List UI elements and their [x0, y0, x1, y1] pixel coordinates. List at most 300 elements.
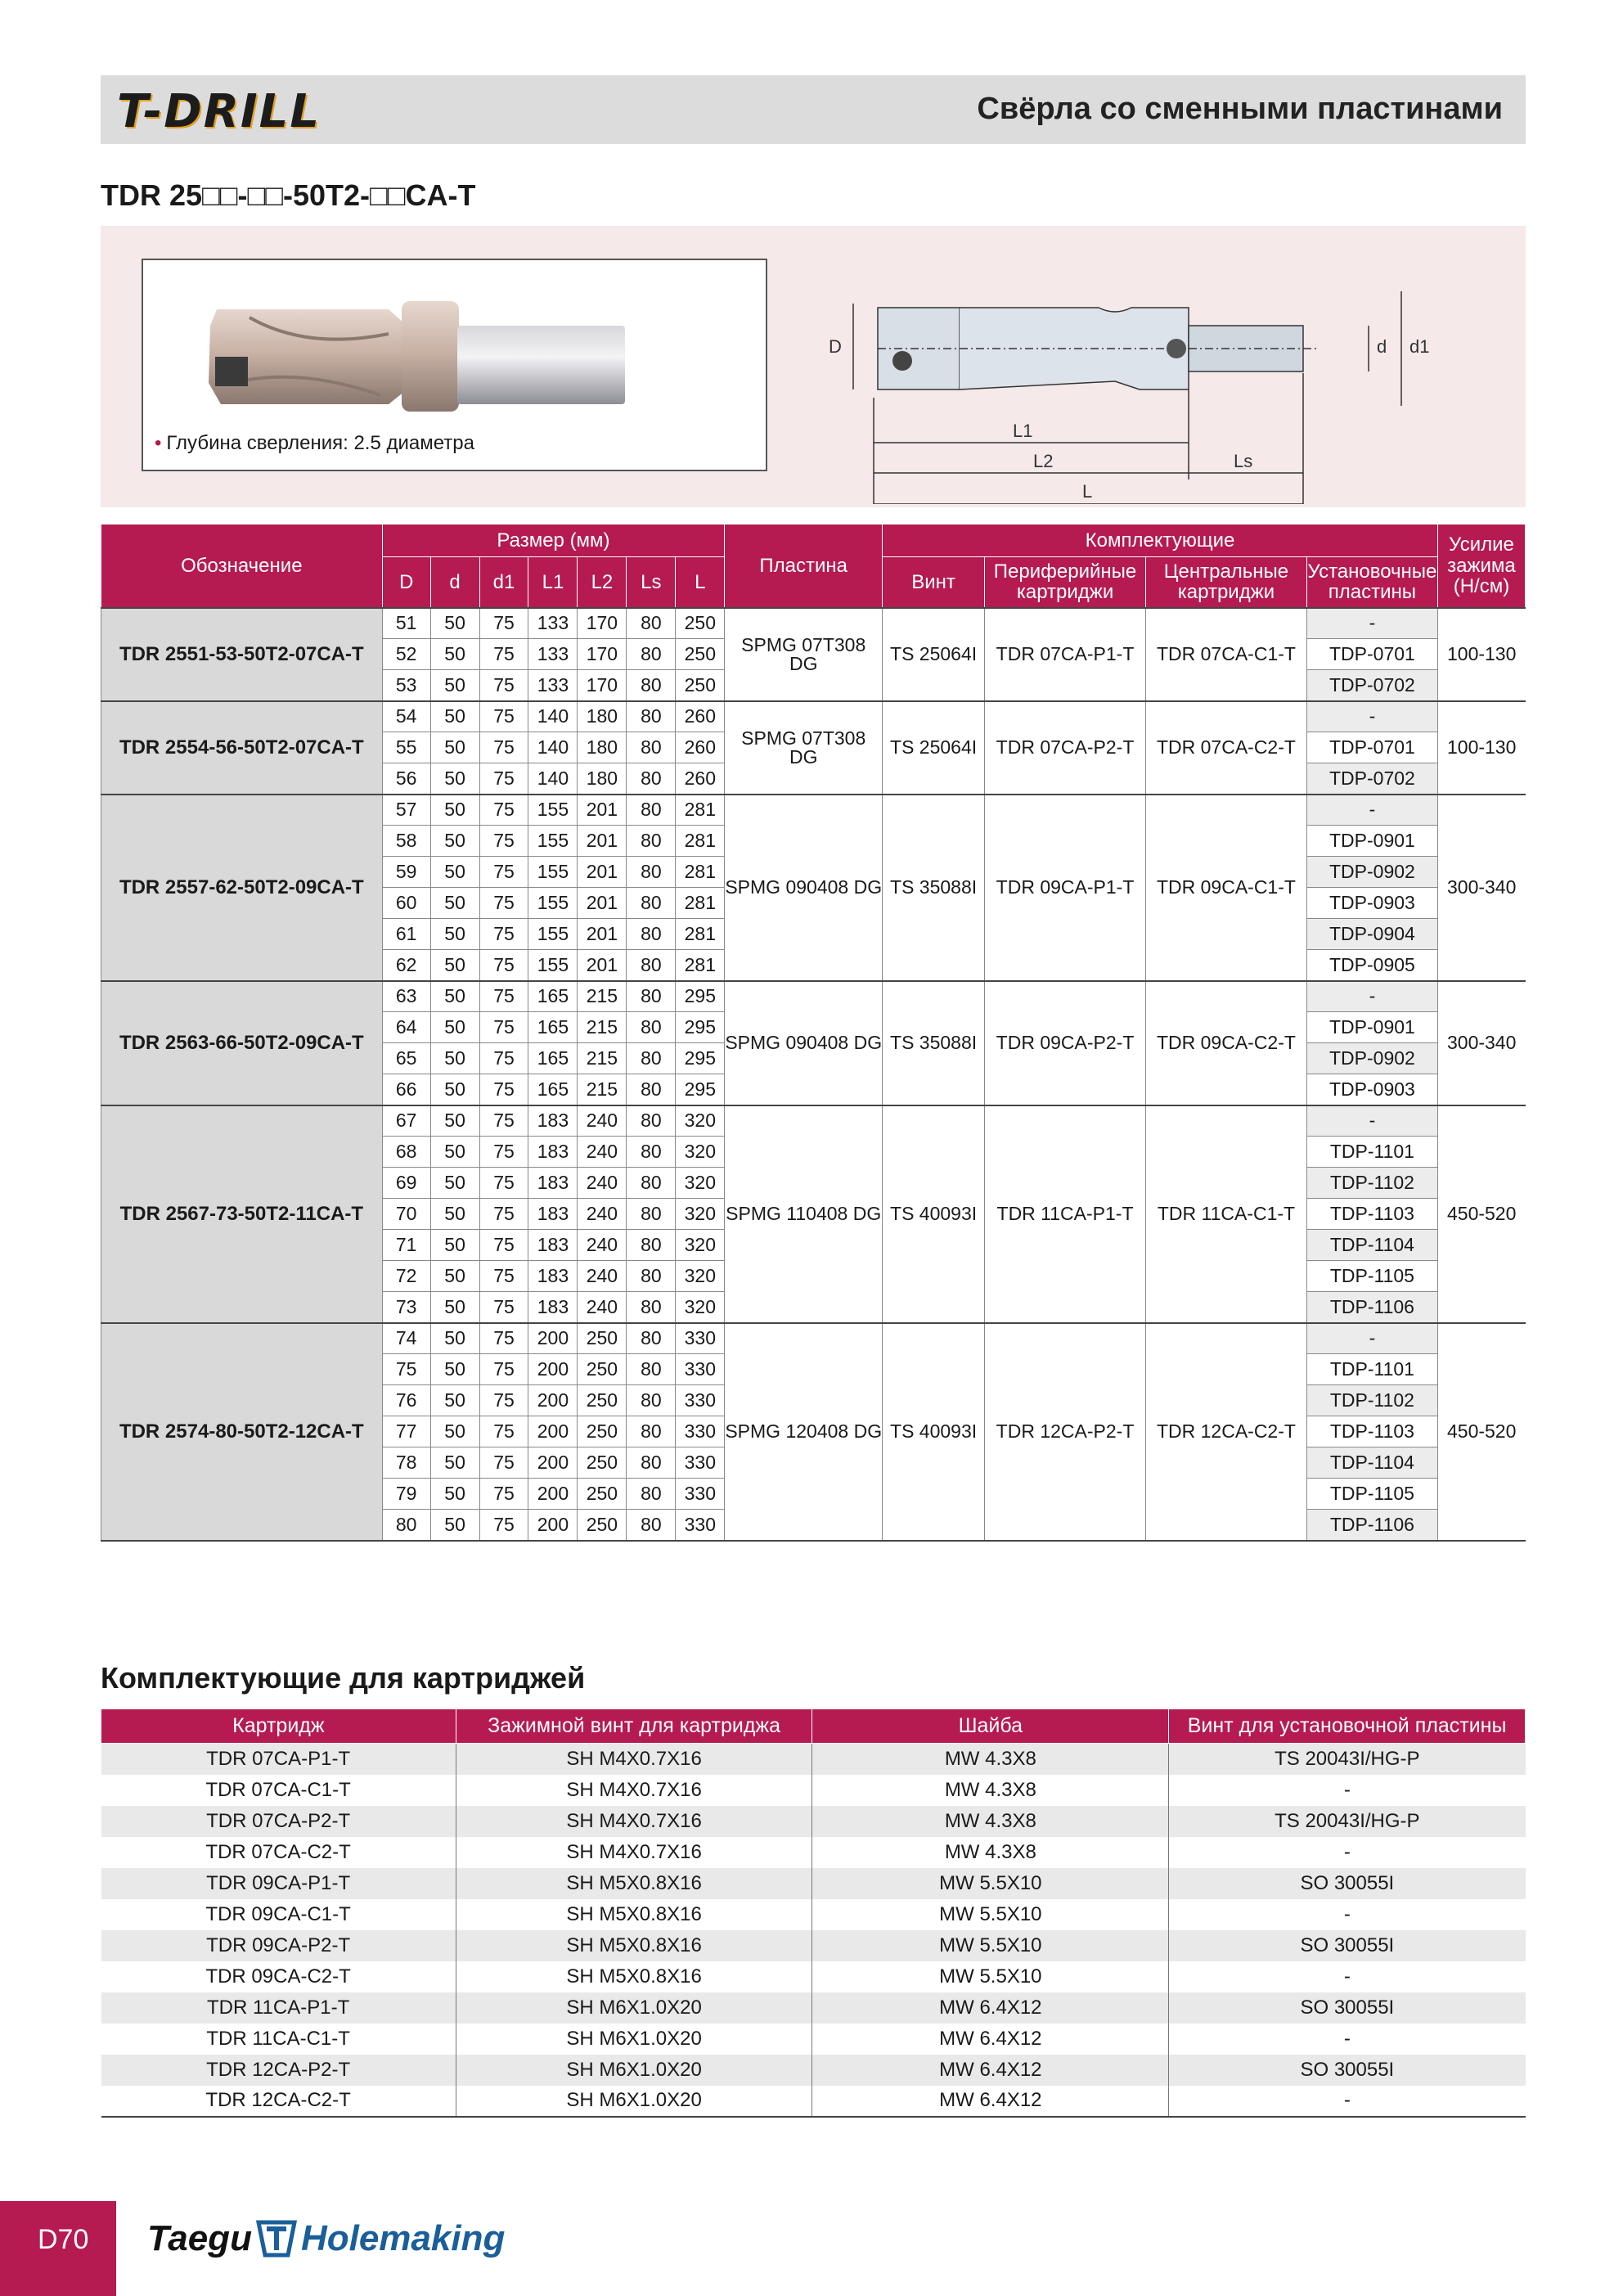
acc-row	[101, 1744, 1526, 1775]
brand-emblem-icon	[255, 2217, 298, 2260]
header-screw: Винт	[883, 557, 985, 608]
setting-plate-cell: TDP-1105	[1306, 1261, 1437, 1292]
insert-cell: SPMG 07T308 DG	[725, 608, 883, 701]
peripheral-cell: TDR 07CA-P1-T	[985, 608, 1146, 701]
dimension-cell: 320	[676, 1230, 725, 1261]
dimension-cell: 59	[382, 857, 430, 888]
acc-cell: MW 6.4X12	[812, 2055, 1169, 2086]
dimension-cell: 155	[528, 888, 578, 919]
acc-cell: -	[1169, 1837, 1526, 1868]
dimension-cell: 75	[479, 857, 528, 888]
dimension-cell: 50	[430, 670, 479, 701]
screw-cell: TS 40093I	[883, 1323, 985, 1541]
t-drill-logo: T-DRILL	[117, 85, 321, 138]
header-central: Центральные картриджи	[1146, 557, 1307, 608]
setting-plate-cell: TDP-0702	[1306, 670, 1437, 701]
dimension-cell: 64	[382, 1012, 430, 1043]
acc-cell: -	[1169, 2086, 1526, 2117]
dimension-cell: 240	[578, 1168, 627, 1199]
setting-plate-cell: TDP-1102	[1306, 1168, 1437, 1199]
screw-cell: TS 35088I	[883, 981, 985, 1105]
dimension-cell: 133	[528, 608, 578, 639]
dimension-cell: 281	[676, 950, 725, 981]
insert-cell: SPMG 120408 DG	[725, 1323, 883, 1541]
header-L: L	[676, 557, 725, 608]
dimension-cell: 201	[578, 857, 627, 888]
acc-cell: -	[1169, 1961, 1526, 1992]
dimension-cell: 183	[528, 1105, 578, 1137]
header-Ls: Ls	[627, 557, 676, 608]
dimension-cell: 80	[627, 1510, 676, 1541]
dimension-cell: 250	[578, 1416, 627, 1447]
dimension-cell: 250	[578, 1354, 627, 1385]
dimension-cell: 180	[578, 763, 627, 795]
dimension-cell: 240	[578, 1230, 627, 1261]
acc-cell: TDR 12CA-P2-T	[101, 2055, 456, 2086]
dim-d: d	[1377, 336, 1387, 357]
dimension-cell: 75	[479, 1447, 528, 1479]
setting-plate-cell: TDP-1104	[1306, 1447, 1437, 1479]
dimension-cell: 155	[528, 795, 578, 826]
dimension-cell: 50	[430, 1447, 479, 1479]
depth-note: • Глубина сверления: 2.5 диаметра	[155, 432, 474, 454]
setting-plate-cell: -	[1306, 1323, 1437, 1354]
acc-header-setting-screw: Винт для установочной пластины	[1169, 1709, 1526, 1744]
dimension-cell: 61	[382, 919, 430, 950]
dimension-cell: 58	[382, 826, 430, 857]
dimension-cell: 80	[627, 795, 676, 826]
acc-cell: TDR 12CA-C2-T	[101, 2086, 456, 2117]
dimension-cell: 80	[627, 919, 676, 950]
acc-row	[101, 1899, 1526, 1930]
dimension-cell: 80	[627, 1447, 676, 1479]
designation-cell: TDR 2567-73-50T2-11CA-T	[101, 1105, 383, 1323]
dimension-cell: 78	[382, 1447, 430, 1479]
header-d1: d1	[479, 557, 528, 608]
dimension-cell: 75	[382, 1354, 430, 1385]
header-setting: Установочные пластины	[1306, 557, 1437, 608]
dim-L1: L1	[1013, 421, 1033, 441]
acc-cell: TS 20043I/HG-P	[1169, 1806, 1526, 1837]
dimension-cell: 215	[578, 981, 627, 1012]
acc-cell: MW 4.3X8	[812, 1837, 1169, 1868]
setting-plate-cell: TDP-1105	[1306, 1479, 1437, 1510]
spec-row	[101, 795, 1526, 826]
designation-cell: TDR 2554-56-50T2-07CA-T	[101, 701, 383, 795]
dimension-cell: 250	[578, 1447, 627, 1479]
dimension-cell: 75	[479, 1416, 528, 1447]
header-L2: L2	[578, 557, 627, 608]
dim-D: D	[829, 336, 842, 357]
dimension-cell: 330	[676, 1323, 725, 1354]
dimension-cell: 51	[382, 608, 430, 639]
dimension-cell: 75	[479, 950, 528, 981]
dimension-cell: 281	[676, 857, 725, 888]
dimension-cell: 295	[676, 1012, 725, 1043]
dimension-cell: 80	[627, 732, 676, 763]
dimension-cell: 80	[627, 1074, 676, 1105]
dimension-cell: 75	[479, 1012, 528, 1043]
dimension-cell: 320	[676, 1292, 725, 1323]
acc-cell: SH M5X0.8X16	[456, 1930, 812, 1961]
acc-cell: TDR 09CA-C1-T	[101, 1899, 456, 1930]
dimension-cell: 50	[430, 1230, 479, 1261]
dimension-cell: 75	[479, 919, 528, 950]
setting-plate-cell: -	[1306, 981, 1437, 1012]
dimension-cell: 281	[676, 795, 725, 826]
dimension-cell: 75	[479, 670, 528, 701]
dimension-cell: 50	[430, 763, 479, 795]
acc-cell: SO 30055I	[1169, 1992, 1526, 2024]
screw-cell: TS 25064I	[883, 608, 985, 701]
setting-plate-cell: TDP-1101	[1306, 1137, 1437, 1168]
dimension-cell: 80	[627, 826, 676, 857]
acc-cell: SH M6X1.0X20	[456, 1992, 812, 2024]
central-cell: TDR 09CA-C1-T	[1146, 795, 1307, 981]
dimension-cell: 183	[528, 1230, 578, 1261]
dimension-cell: 330	[676, 1416, 725, 1447]
dimension-cell: 80	[627, 670, 676, 701]
acc-cell: MW 4.3X8	[812, 1744, 1169, 1775]
dimension-cell: 215	[578, 1043, 627, 1074]
acc-cell: SO 30055I	[1169, 1930, 1526, 1961]
header-d: d	[430, 557, 479, 608]
dimension-cell: 50	[430, 1168, 479, 1199]
dimension-cell: 250	[578, 1323, 627, 1354]
dimension-cell: 183	[528, 1199, 578, 1230]
dimension-cell: 50	[430, 701, 479, 732]
dimension-cell: 295	[676, 981, 725, 1012]
dimension-cell: 80	[627, 1168, 676, 1199]
dimension-cell: 75	[479, 639, 528, 670]
dimension-cell: 75	[479, 1105, 528, 1137]
acc-cell: TDR 09CA-P2-T	[101, 1930, 456, 1961]
header-L1: L1	[528, 557, 578, 608]
peripheral-cell: TDR 11CA-P1-T	[985, 1105, 1146, 1323]
spec-row	[101, 1105, 1526, 1137]
acc-cell: TDR 07CA-C2-T	[101, 1837, 456, 1868]
dimension-cell: 80	[627, 1354, 676, 1385]
drill-photo	[143, 260, 769, 424]
dimension-cell: 75	[479, 981, 528, 1012]
dimension-cell: 56	[382, 763, 430, 795]
dimension-cell: 240	[578, 1261, 627, 1292]
dimension-cell: 330	[676, 1447, 725, 1479]
setting-plate-cell: -	[1306, 795, 1437, 826]
acc-cell: TDR 07CA-P2-T	[101, 1806, 456, 1837]
header-components: Комплектующие	[883, 524, 1438, 557]
dimension-cell: 75	[479, 1323, 528, 1354]
page-number: D70	[38, 2224, 89, 2255]
dimension-cell: 73	[382, 1292, 430, 1323]
dimension-cell: 80	[627, 1385, 676, 1416]
brand-logo: Taegu Holemaking	[147, 2218, 506, 2258]
header-peripheral: Периферийные картриджи	[985, 557, 1146, 608]
acc-header-washer: Шайба	[812, 1709, 1169, 1744]
dimension-cell: 80	[627, 1261, 676, 1292]
dimension-cell: 80	[627, 1199, 676, 1230]
dimension-cell: 50	[430, 1323, 479, 1354]
dimension-cell: 75	[479, 1354, 528, 1385]
dimension-cell: 183	[528, 1168, 578, 1199]
acc-cell: SH M4X0.7X16	[456, 1744, 812, 1775]
dimension-cell: 68	[382, 1137, 430, 1168]
acc-cell: MW 4.3X8	[812, 1775, 1169, 1806]
dimension-cell: 80	[627, 1105, 676, 1137]
setting-plate-cell: TDP-1103	[1306, 1199, 1437, 1230]
dimension-cell: 75	[479, 888, 528, 919]
accessories-table	[101, 1708, 1526, 2118]
dimension-cell: 80	[627, 1012, 676, 1043]
setting-plate-cell: -	[1306, 608, 1437, 639]
dimension-cell: 330	[676, 1385, 725, 1416]
dimension-cell: 50	[430, 888, 479, 919]
acc-cell: MW 5.5X10	[812, 1961, 1169, 1992]
setting-plate-cell: TDP-0904	[1306, 919, 1437, 950]
acc-cell: -	[1169, 1899, 1526, 1930]
dimension-cell: 80	[627, 639, 676, 670]
acc-cell: MW 5.5X10	[812, 1899, 1169, 1930]
dimension-cell: 240	[578, 1105, 627, 1137]
dimension-cell: 155	[528, 826, 578, 857]
acc-row	[101, 2086, 1526, 2117]
acc-cell: SH M4X0.7X16	[456, 1806, 812, 1837]
dimension-cell: 200	[528, 1385, 578, 1416]
acc-cell: TDR 11CA-C1-T	[101, 2024, 456, 2055]
setting-plate-cell: TDP-0903	[1306, 1074, 1437, 1105]
dimension-cell: 75	[479, 763, 528, 795]
dimension-cell: 74	[382, 1323, 430, 1354]
header-clamp: Усилие зажима (Н/см)	[1437, 524, 1525, 608]
peripheral-cell: TDR 07CA-P2-T	[985, 701, 1146, 795]
dimension-cell: 50	[430, 1479, 479, 1510]
dimension-cell: 67	[382, 1105, 430, 1137]
dimension-cell: 330	[676, 1354, 725, 1385]
dimension-cell: 75	[479, 1074, 528, 1105]
designation-cell: TDR 2574-80-50T2-12CA-T	[101, 1323, 383, 1541]
dimension-cell: 260	[676, 763, 725, 795]
dimension-cell: 183	[528, 1292, 578, 1323]
dimension-cell: 53	[382, 670, 430, 701]
dimension-cell: 281	[676, 888, 725, 919]
dimension-cell: 165	[528, 1012, 578, 1043]
dimension-cell: 170	[578, 608, 627, 639]
dimension-cell: 75	[479, 1230, 528, 1261]
setting-plate-cell: TDP-0701	[1306, 639, 1437, 670]
peripheral-cell: TDR 09CA-P1-T	[985, 795, 1146, 981]
dimension-cell: 50	[430, 795, 479, 826]
acc-row	[101, 2024, 1526, 2055]
setting-plate-cell: TDP-0901	[1306, 1012, 1437, 1043]
dimension-cell: 295	[676, 1043, 725, 1074]
acc-cell: SH M6X1.0X20	[456, 2055, 812, 2086]
acc-cell: SO 30055I	[1169, 1868, 1526, 1899]
insert-cell: SPMG 110408 DG	[725, 1105, 883, 1323]
setting-plate-cell: TDP-1106	[1306, 1292, 1437, 1323]
dimension-cell: 165	[528, 981, 578, 1012]
dimension-cell: 320	[676, 1168, 725, 1199]
dimension-cell: 54	[382, 701, 430, 732]
dimension-cell: 201	[578, 950, 627, 981]
dimension-cell: 133	[528, 670, 578, 701]
dimension-cell: 240	[578, 1292, 627, 1323]
dimension-cell: 80	[627, 888, 676, 919]
insert-cell: SPMG 090408 DG	[725, 981, 883, 1105]
dimension-cell: 60	[382, 888, 430, 919]
dimension-cell: 330	[676, 1479, 725, 1510]
dimension-cell: 295	[676, 1074, 725, 1105]
dimension-cell: 250	[676, 639, 725, 670]
dimension-cell: 133	[528, 639, 578, 670]
dimension-cell: 80	[627, 608, 676, 639]
insert-cell: SPMG 07T308 DG	[725, 701, 883, 795]
dimension-cell: 50	[430, 732, 479, 763]
dimension-cell: 75	[479, 1137, 528, 1168]
dimension-cell: 75	[479, 1479, 528, 1510]
dimension-cell: 80	[627, 981, 676, 1012]
clamp-force-cell: 300-340	[1437, 981, 1525, 1105]
clamp-force-cell: 450-520	[1437, 1323, 1525, 1541]
designation-cell: TDR 2557-62-50T2-09CA-T	[101, 795, 383, 981]
dimension-cell: 250	[578, 1385, 627, 1416]
acc-cell: SH M5X0.8X16	[456, 1899, 812, 1930]
header-insert: Пластина	[725, 524, 883, 608]
dimension-cell: 50	[430, 919, 479, 950]
dimension-cell: 183	[528, 1261, 578, 1292]
dimension-cell: 80	[627, 1416, 676, 1447]
setting-plate-cell: TDP-1104	[1306, 1230, 1437, 1261]
dimension-cell: 75	[479, 732, 528, 763]
dimension-cell: 69	[382, 1168, 430, 1199]
dimension-cell: 75	[479, 1510, 528, 1541]
dimension-cell: 55	[382, 732, 430, 763]
acc-row	[101, 1806, 1526, 1837]
dimension-cell: 180	[578, 701, 627, 732]
dimension-cell: 80	[627, 950, 676, 981]
acc-cell: TDR 11CA-P1-T	[101, 1992, 456, 2024]
dimension-cell: 200	[528, 1323, 578, 1354]
dimension-cell: 50	[430, 608, 479, 639]
dimension-cell: 75	[479, 795, 528, 826]
acc-cell: MW 6.4X12	[812, 2024, 1169, 2055]
acc-cell: SH M4X0.7X16	[456, 1837, 812, 1868]
dimension-cell: 250	[676, 670, 725, 701]
dimension-cell: 80	[627, 857, 676, 888]
clamp-force-cell: 300-340	[1437, 795, 1525, 981]
setting-plate-cell: TDP-1103	[1306, 1416, 1437, 1447]
dimension-cell: 52	[382, 639, 430, 670]
dimension-cell: 50	[430, 1354, 479, 1385]
dimension-cell: 250	[676, 608, 725, 639]
header-designation: Обозначение	[101, 524, 383, 608]
dimension-cell: 155	[528, 950, 578, 981]
acc-cell: MW 4.3X8	[812, 1806, 1169, 1837]
dimension-cell: 215	[578, 1074, 627, 1105]
dimension-cell: 50	[430, 1199, 479, 1230]
acc-cell: SH M6X1.0X20	[456, 2024, 812, 2055]
dimension-cell: 66	[382, 1074, 430, 1105]
dimension-cell: 50	[430, 1261, 479, 1292]
dim-Ls: Ls	[1234, 451, 1253, 471]
dimension-cell: 62	[382, 950, 430, 981]
dimension-cell: 75	[479, 1043, 528, 1074]
dimension-cell: 330	[676, 1510, 725, 1541]
dimension-cell: 320	[676, 1105, 725, 1137]
page-header	[101, 75, 1526, 144]
setting-plate-cell: TDP-0901	[1306, 826, 1437, 857]
dimension-cell: 155	[528, 857, 578, 888]
dimension-cell: 75	[479, 608, 528, 639]
setting-plate-cell: TDP-1102	[1306, 1385, 1437, 1416]
dimension-cell: 80	[627, 1230, 676, 1261]
acc-cell: MW 5.5X10	[812, 1930, 1169, 1961]
designation-cell: TDR 2563-66-50T2-09CA-T	[101, 981, 383, 1105]
setting-plate-cell: -	[1306, 701, 1437, 732]
accessories-title: Комплектующие для картриджей	[101, 1661, 586, 1695]
dimension-cell: 75	[479, 826, 528, 857]
dimension-cell: 70	[382, 1199, 430, 1230]
acc-row	[101, 1961, 1526, 1992]
spec-row	[101, 981, 1526, 1012]
dimension-cell: 140	[528, 732, 578, 763]
dimension-cell: 80	[627, 1479, 676, 1510]
dimension-diagram	[829, 259, 1499, 504]
dimension-cell: 170	[578, 639, 627, 670]
acc-cell: -	[1169, 1775, 1526, 1806]
setting-plate-cell: TDP-1106	[1306, 1510, 1437, 1541]
dimension-cell: 80	[627, 1292, 676, 1323]
dimension-cell: 240	[578, 1137, 627, 1168]
acc-cell: MW 6.4X12	[812, 2086, 1169, 2117]
acc-row	[101, 2055, 1526, 2086]
dimension-cell: 155	[528, 919, 578, 950]
acc-row	[101, 1992, 1526, 2024]
model-title: TDR 25□□-□□-50T2-□□CA-T	[101, 178, 476, 212]
page-title: Свёрла со сменными пластинами	[977, 92, 1503, 126]
acc-row	[101, 1837, 1526, 1868]
acc-cell: SH M6X1.0X20	[456, 2086, 812, 2117]
dimension-cell: 50	[430, 1137, 479, 1168]
dimension-cell: 165	[528, 1074, 578, 1105]
spec-body	[101, 608, 1526, 1541]
dimension-cell: 57	[382, 795, 430, 826]
dimension-cell: 65	[382, 1043, 430, 1074]
dimension-cell: 80	[627, 1043, 676, 1074]
setting-plate-cell: -	[1306, 1105, 1437, 1137]
header-D: D	[382, 557, 430, 608]
dimension-cell: 75	[479, 1261, 528, 1292]
dimension-cell: 320	[676, 1261, 725, 1292]
setting-plate-cell: TDP-0902	[1306, 857, 1437, 888]
dimension-cell: 201	[578, 795, 627, 826]
dimension-cell: 75	[479, 1168, 528, 1199]
dimension-cell: 50	[430, 826, 479, 857]
acc-row	[101, 1775, 1526, 1806]
dimension-cell: 281	[676, 826, 725, 857]
screw-cell: TS 40093I	[883, 1105, 985, 1323]
acc-cell: TDR 09CA-C2-T	[101, 1961, 456, 1992]
screw-cell: TS 35088I	[883, 795, 985, 981]
dimension-cell: 80	[627, 701, 676, 732]
accessories-body	[101, 1744, 1526, 2117]
acc-cell: TS 20043I/HG-P	[1169, 1744, 1526, 1775]
setting-plate-cell: TDP-0902	[1306, 1043, 1437, 1074]
figure-band	[101, 226, 1526, 507]
setting-plate-cell: TDP-1101	[1306, 1354, 1437, 1385]
header-size: Размер (мм)	[382, 524, 725, 557]
dimension-cell: 75	[479, 1199, 528, 1230]
dimension-cell: 77	[382, 1416, 430, 1447]
